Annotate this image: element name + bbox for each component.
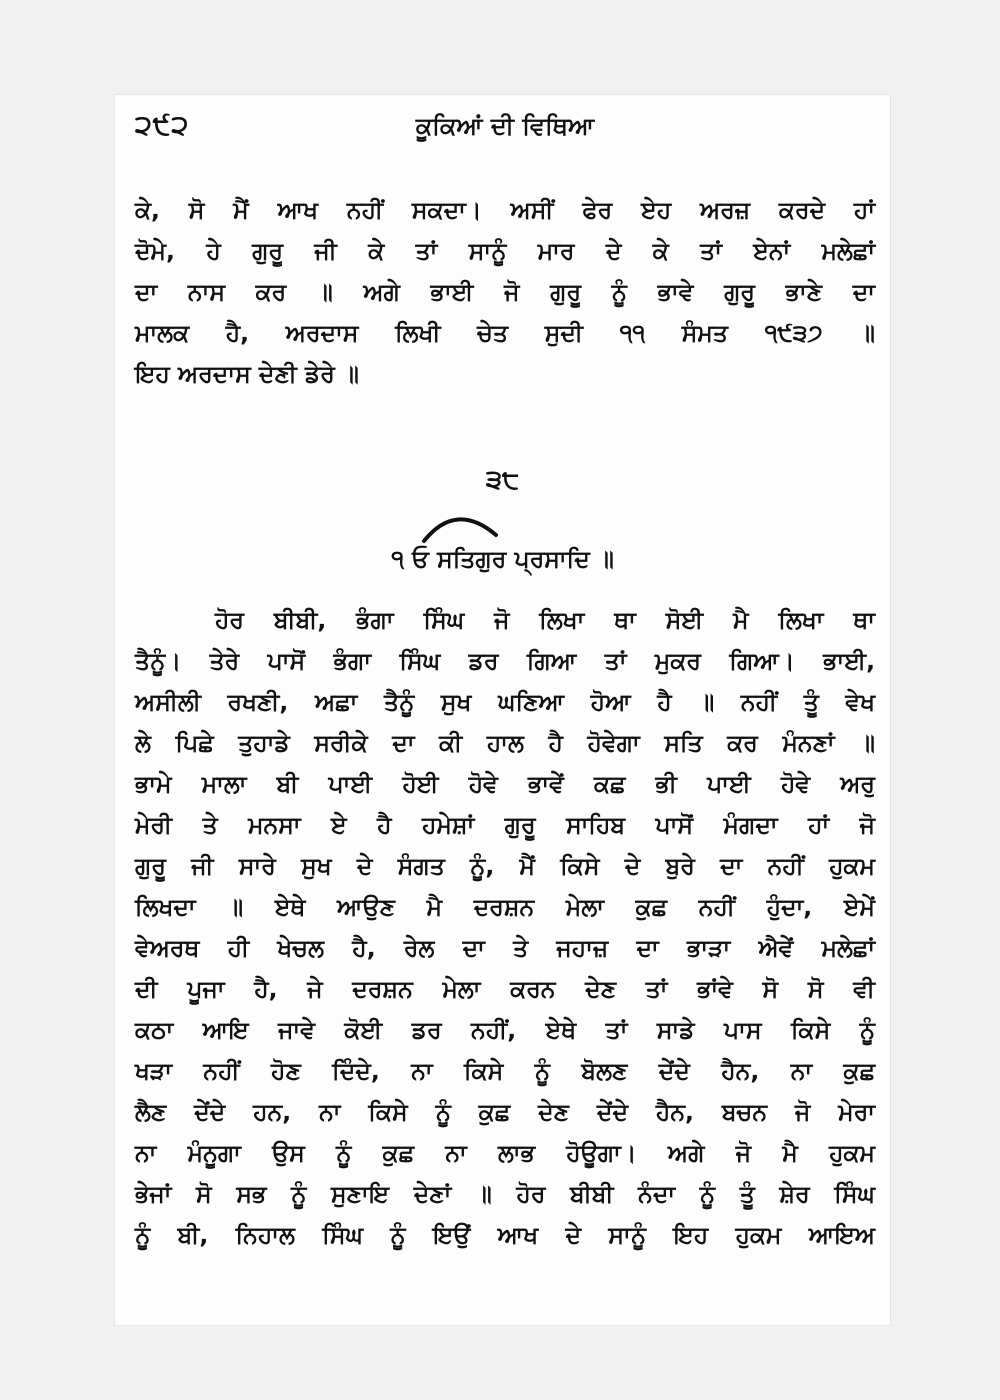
page-header xyxy=(135,110,875,150)
section-number: ੩੮ xyxy=(485,465,520,495)
text-line: ਮੇਰੀ ਤੇ ਮਨਸਾ ਏ ਹੈ ਹਮੇਸ਼ਾਂ ਗੁਰੂ ਸਾਹਿਬ ਪਾਸੋਂ ਮੰਗਦਾ ਹਾਂ ਜੋ xyxy=(135,811,875,839)
paragraph-1 xyxy=(135,190,875,395)
invocation-block xyxy=(115,505,890,580)
text-line: ਭਾਮੇ ਮਾਲਾ ਬੀ ਪਾਈ ਹੋਈ ਹੋਵੇ ਭਾਵੇਂ ਕਛ ਭੀ ਪਾਈ ਹੋਵੇ ਅਰੁ xyxy=(135,770,875,798)
text-line: ਦੋਮੇ, ਹੇ ਗੁਰੂ ਜੀ ਕੇ ਤਾਂ ਸਾਨੂੰ ਮਾਰ ਦੇ ਕੇ ਤਾਂ ਏਨਾਂ ਮਲੇਛਾਂ xyxy=(135,237,875,265)
text-line: ਵੇਅਰਥ ਹੀ ਖੇਚਲ ਹੈ, ਰੇਲ ਦਾ ਤੇ ਜਹਾਜ਼ ਦਾ ਭਾੜਾ ਐਵੇਂ ਮਲੇਛਾਂ xyxy=(135,934,875,962)
text-line: ਅਸੀਲੀ ਰਖਣੀ, ਅਛਾ ਤੈਨੂੰ ਸੁਖ ਘਣਿਆ ਹੋਆ ਹੈ ॥ ਨਹੀਂ ਤੂੰ ਵੇਖ xyxy=(135,688,875,716)
text-line: ਮਾਲਕ ਹੈ, ਅਰਦਾਸ ਲਿਖੀ ਚੇਤ ਸੁਦੀ ੧੧ ਸੰਮਤ ੧੯੩੭ ॥ xyxy=(135,319,875,347)
page-number: ੨੯੨ xyxy=(135,110,190,141)
invocation-text: ੧ ਓ ਸਤਿਗੁਰ ਪ੍ਰਸਾਦਿ ॥ xyxy=(391,545,614,573)
text-line: ਤੈਨੂੰ। ਤੇਰੇ ਪਾਸੋਂ ਭੰਗਾ ਸਿੰਘ ਡਰ ਗਿਆ ਤਾਂ ਮੁਕਰ ਗਿਆ। ਭਾਈ, xyxy=(135,647,875,675)
book-page xyxy=(115,95,890,1325)
text-line: ਹੋਰ ਬੀਬੀ, ਭੰਗਾ ਸਿੰਘ ਜੋ ਲਿਖਾ ਥਾ ਸੋਈ ਮੈ ਲਿਖਾ ਥਾ xyxy=(215,606,875,634)
text-line: ਇਹ ਅਰਦਾਸ ਦੇਣੀ ਡੇਰੇ ॥ xyxy=(135,360,359,388)
text-line: ਗੁਰੂ ਜੀ ਸਾਰੇ ਸੁਖ ਦੇ ਸੰਗਤ ਨੂੰ, ਮੈਂ ਕਿਸੇ ਦੇ ਬੁਰੇ ਦਾ ਨਹੀਂ ਹੁਕਮ xyxy=(135,852,875,880)
text-line: ਦਾ ਨਾਸ ਕਰ ॥ ਅਗੇ ਭਾਈ ਜੋ ਗੁਰੂ ਨੂੰ ਭਾਵੇ ਗੁਰੂ ਭਾਣੇ ਦਾ xyxy=(135,278,875,306)
text-line: ਲੇ ਪਿਛੇ ਤੁਹਾਡੇ ਸਰੀਕੇ ਦਾ ਕੀ ਹਾਲ ਹੈ ਹੋਵੇਗਾ ਸਤਿ ਕਰ ਮੰਨਣਾਂ ॥ xyxy=(135,729,875,757)
paragraph-2 xyxy=(135,600,875,1256)
text-line: ਲੈਣ ਦੇਂਦੇ ਹਨ, ਨਾ ਕਿਸੇ ਨੂੰ ਕੁਛ ਦੇਣ ਦੇਂਦੇ ਹੈਨ, ਬਚਨ ਜੋ ਮੇਰਾ xyxy=(135,1098,875,1126)
text-line: ਦੀ ਪੂਜਾ ਹੈ, ਜੇ ਦਰਸ਼ਨ ਮੇਲਾ ਕਰਨ ਦੇਣ ਤਾਂ ਭਾਂਵੇ ਸੋ ਸੋ ਵੀ xyxy=(135,975,875,1003)
text-line: ਕਠਾ ਆਇ ਜਾਵੇ ਕੋਈ ਡਰ ਨਹੀਂ, ਏਥੇ ਤਾਂ ਸਾਡੇ ਪਾਸ ਕਿਸੇ ਨੂੰ xyxy=(135,1016,875,1044)
ek-onkar-arc-icon xyxy=(420,505,500,545)
text-line: ਖੜਾ ਨਹੀਂ ਹੋਣ ਦਿੰਦੇ, ਨਾ ਕਿਸੇ ਨੂੰ ਬੋਲਣ ਦੇਂਦੇ ਹੈਨ, ਨਾ ਕੁਛ xyxy=(135,1057,875,1085)
text-line: ਕੇ, ਸੋ ਮੈਂ ਆਖ ਨਹੀਂ ਸਕਦਾ। ਅਸੀਂ ਫੇਰ ਏਹ ਅਰਜ਼ ਕਰਦੇ ਹਾਂ xyxy=(135,196,875,224)
text-line: ਲਿਖਦਾ ॥ ਏਥੇ ਆਉਣ ਮੈ ਦਰਸ਼ਨ ਮੇਲਾ ਕੁਛ ਨਹੀਂ ਹੁੰਦਾ, ਏਮੇਂ xyxy=(135,893,875,921)
text-line: ਨੂੰ ਬੀ, ਨਿਹਾਲ ਸਿੰਘ ਨੂੰ ਇਉਂ ਆਖ ਦੇ ਸਾਨੂੰ ਇਹ ਹੁਕਮ ਆਇਅ xyxy=(135,1221,875,1249)
text-line: ਨਾ ਮੰਨੂਗਾ ਉਸ ਨੂੰ ਕੁਛ ਨਾ ਲਾਭ ਹੋਊਗਾ। ਅਗੇ ਜੋ ਮੈ ਹੁਕਮ xyxy=(135,1139,875,1167)
running-title: ਕੂਕਿਆਂ ਦੀ ਵਿਥਿਆ xyxy=(415,112,595,140)
text-line: ਭੇਜਾਂ ਸੋ ਸਭ ਨੂੰ ਸੁਣਾਇ ਦੇਣਾਂ ॥ ਹੋਰ ਬੀਬੀ ਨੰਦਾ ਨੂੰ ਤੂੰ ਸ਼ੇਰ ਸਿੰਘ xyxy=(135,1180,875,1208)
